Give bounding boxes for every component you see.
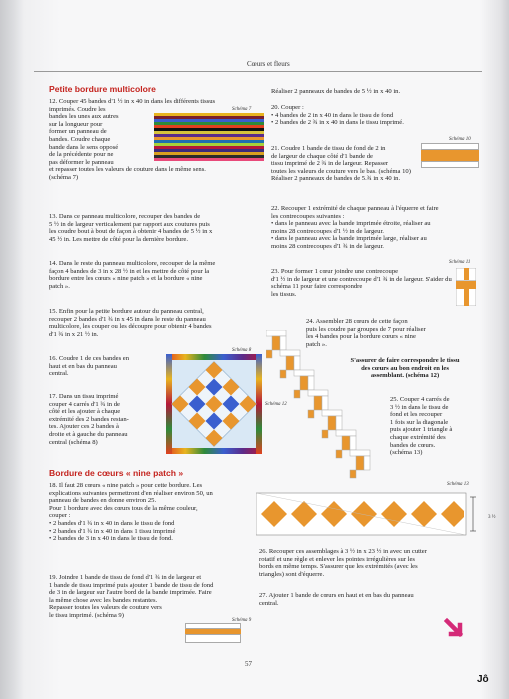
step-22: 22. Recouper 1 extrémité de chaque panneau à l'équerre et faire les contrecoupes suivantes : • dans le panneau avec la bande imprimée étroite, réaliser au moins 28 contrecoupes d'1 ½ in de largeur. • dans le panneau avec la bande imprimée large, réaliser au moins 28 contrecoupes d'1 ¾ in de largeur. bbox=[271, 205, 439, 250]
step-26: 26. Recouper ces assemblages à 3 ½ in x 23 ½ in avec un cutter rotatif et une règle et enlever les pointes irrégulières sur les bords en même temps. S'assurer que les extrémités (avec les triangles) sont d'équerre. bbox=[259, 548, 427, 578]
step-24-note: S'assurer de faire correspondre le tissu des cœurs au bon endroit en les assemblant. (schéma 12) bbox=[350, 357, 460, 380]
step-20: 20. Couper : • 4 bandes de 2 in x 40 in dans le tissu de fond • 2 bandes de 2 ¾ in x 40 in dans le tissu imprimé. bbox=[271, 104, 404, 127]
step-27: 27. Ajouter 1 bande de cœurs en haut et en bas du panneau central. bbox=[259, 592, 414, 607]
schema-8-central-panel bbox=[166, 354, 262, 454]
schema-11-heart-unit bbox=[456, 268, 476, 306]
step-16: 16. Coudre 1 de ces bandes en haut et en bas du panneau central. bbox=[49, 355, 130, 378]
schema-11-caption: Schéma 11 bbox=[449, 260, 471, 265]
right-intro: Réaliser 2 panneaux de bandes de 5 ½ in x 40 in. bbox=[271, 88, 401, 95]
section-heading-bordure-coeurs: Bordure de cœurs « nine patch » bbox=[49, 468, 184, 478]
step-19: 19. Joindre 1 bande de tissu de fond d'1 ¾ in de largeur et 1 bande de tissu imprimé puis ajouter 1 bande de tissu de fond de 3 in de largeur sur l'autre bord de la bande imprimée. Faire la même chose avec les bandes restantes. Repasser toutes les valeurs de couture vers le tissu imprimé. (schéma 9) bbox=[49, 574, 214, 619]
step-13: 13. Dans ce panneau multicolore, recouper des bandes de 5 ½ in de largeur verticalement par rapport aux coutures puis les coudre bout à bout de façon à obtenir 4 bandes de 5 ½ in x 45 ½ in. Les mettre de côté pour la dernière bordure. bbox=[49, 213, 213, 243]
schema-10-caption: Schéma 10 bbox=[449, 137, 471, 142]
page-header: Cœurs et fleurs bbox=[247, 60, 290, 68]
step-25: 25. Couper 4 carrés de 3 ½ in dans le tissu de fond et les recouper 1 fois sur la diagonale puis ajouter 1 triangle à chaque extrémité des bandes de cœurs. (schéma 13) bbox=[390, 396, 453, 457]
schema-7-caption: Schéma 7 bbox=[232, 107, 252, 112]
step-21: 21. Coudre 1 bande de tissu de fond de 2 in de largeur de chaque côté d'1 bande de tissu imprimé de 2 ¾ in de largeur. Repasser toutes les valeurs de couture vers le bas. (schéma 10) Réaliser 2 panneaux de bandes de 5.¾ in x 40 in. bbox=[271, 145, 411, 183]
schema-13-heart-border bbox=[256, 489, 481, 545]
section-heading-petite-bordure: Petite bordure multicolore bbox=[49, 84, 156, 94]
schema-13-caption: Schéma 13 bbox=[447, 482, 469, 487]
step-15: 15. Enfin pour la petite bordure autour du panneau central, recouper 2 bandes d'1 ¾ in x 45 in dans le reste du panneau multicolore, les couper ou les découpre pour obtenir 4 bandes d'1 ¾ in x 21 ½ in. bbox=[49, 308, 212, 338]
step-12: 12. Couper 45 bandes d'1 ½ in x 40 in dans les différents tissus imprimés. Coudre les bandes les unes aux autres sur la longueur pour former un panneau de bandes. Coudre chaque bande dans le sens opposé de la précédente pour ne pas déformer le panneau et repasser toutes les valeurs de couture dans le même sens. (schéma 7) bbox=[49, 98, 216, 181]
step-14: 14. Dans le reste du panneau multicolore, recouper de la même façon 4 bandes de 3 in x 28 ½ in et les mettre de côté pour la bordure entre les cœurs « nine patch » et la bordure « nine patch ». bbox=[49, 260, 216, 290]
schema-9-strip-set bbox=[185, 623, 241, 640]
signature: Jô bbox=[477, 674, 489, 685]
schema-9-caption: Schéma 9 bbox=[232, 618, 252, 623]
schema-10-strip-set bbox=[421, 143, 479, 165]
schema-8-caption: Schéma 8 bbox=[232, 348, 252, 353]
schema-12-caption: Schéma 12 bbox=[265, 402, 287, 407]
schema-13-dimension: 3 ½ bbox=[488, 515, 496, 520]
step-24: 24. Assembler 28 cœurs de cette façon puis les coudre par groupes de 7 pour réaliser les 4 bandes pour la bordure cœurs « nine patch ». bbox=[306, 318, 426, 348]
next-page-arrow-icon[interactable] bbox=[443, 617, 467, 641]
page-number: 57 bbox=[245, 660, 252, 668]
schema-12-heart-row bbox=[266, 330, 386, 490]
header-rule bbox=[34, 71, 482, 72]
step-18: 18. Il faut 28 cœurs « nine patch » pour cette bordure. Les explications suivantes permettront d'en réaliser environ 50, un panneau de bandes en donne environ 25. Pour 1 bordure avec des cœurs tous de la même couleur, couper : • 2 bandes d'1 ¾ in x 40 in dans le tissu de fond • 2 bandes d'1 ¾ in x 40 in dans 1 tissu imprimé • 2 bandes de 3 in x 40 in dans le tissu de fond. bbox=[49, 482, 213, 543]
step-23: 23. Pour former 1 cœur joindre une contrecoupe d'1 ½ in de largeur et une contrecoupe d'1 ¾ in de largeur. S'aider du schéma 11 pour faire correspondre les tissus. bbox=[271, 268, 452, 298]
schema-7-strip-panel bbox=[154, 113, 264, 163]
step-17: 17. Dans un tissu imprimé couper 4 carrés d'1 ¾ in de côté et les ajouter à chaque extrémité des 2 bandes restan- tes. Ajouter ces 2 bandes à droite et à gauche du panneau central (schéma 8) bbox=[49, 393, 129, 446]
